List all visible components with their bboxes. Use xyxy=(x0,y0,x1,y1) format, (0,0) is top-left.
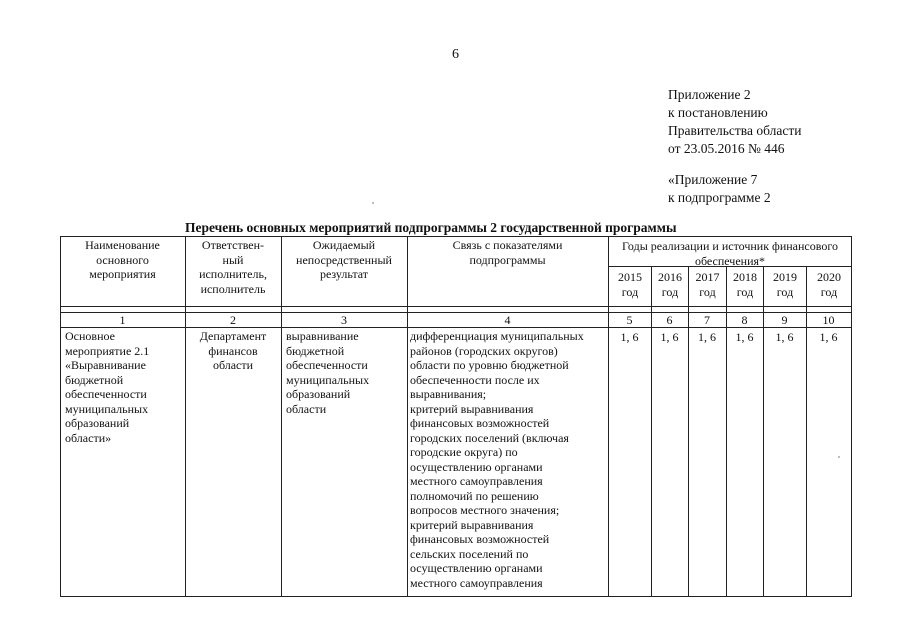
year-unit: год xyxy=(820,284,838,299)
year-unit: год xyxy=(736,284,754,299)
indicator-line: районов (городских округов) xyxy=(410,343,558,358)
year-header xyxy=(764,270,806,299)
year-unit: год xyxy=(621,284,639,299)
header-text: Ответствен- xyxy=(201,238,265,252)
indicator-line: городские округа) по xyxy=(410,445,518,459)
column-number: 9 xyxy=(781,313,788,327)
year-label: 2019 xyxy=(773,270,797,284)
executor-line: Департамент xyxy=(199,329,267,343)
indicator-line: сельских поселений по xyxy=(410,546,529,561)
executor-line: области xyxy=(212,358,254,372)
appendix-sub-line: к подпрограмме 2 xyxy=(668,190,771,205)
year-header xyxy=(652,270,688,299)
table-border-bottom xyxy=(60,596,852,597)
table-title: Перечень основных мероприятий подпрограммы 2 государственной программы xyxy=(185,220,677,235)
col-line xyxy=(185,236,186,597)
indicator-line: критерий выравнивания xyxy=(410,517,534,532)
year-label: 2016 xyxy=(658,270,682,284)
indicator-line: местного самоуправления xyxy=(410,575,543,590)
column-number: 10 xyxy=(822,313,835,327)
year-header xyxy=(807,270,851,299)
year-label: 2017 xyxy=(695,270,720,284)
column-number: 7 xyxy=(704,313,710,327)
result-line: муниципальных xyxy=(286,372,370,387)
indicator-line: обеспеченности после их xyxy=(410,372,540,387)
measure-executor xyxy=(187,329,279,373)
measure-name xyxy=(65,329,183,445)
col-line xyxy=(407,236,408,597)
measure-indicators xyxy=(410,329,608,590)
indicator-line: полномочий по решению xyxy=(410,488,539,503)
header-text: мероприятия xyxy=(89,267,156,281)
header-text: основного xyxy=(96,252,149,267)
indicator-line: вопросов местного значения; xyxy=(410,503,560,517)
measure-name-line: образований xyxy=(65,416,130,430)
year-value: 1, 6 xyxy=(660,330,679,344)
column-number: 8 xyxy=(741,313,748,327)
measures-table xyxy=(60,236,852,597)
measure-name-line: муниципальных xyxy=(65,401,149,416)
measure-name-line: «Выравнивание xyxy=(65,358,146,372)
column-number: 4 xyxy=(504,313,511,327)
header-text: Ожидаемый xyxy=(312,238,376,252)
indicator-line: критерий выравнивания xyxy=(410,401,534,416)
year-label: 2018 xyxy=(733,270,757,284)
indicator-line: осуществлению органами xyxy=(410,561,543,575)
column-number: 5 xyxy=(626,313,633,327)
header-text: Связь с показателями xyxy=(452,238,563,252)
result-line: выравнивание xyxy=(286,329,359,343)
indicator-line: дифференциация муниципальных xyxy=(410,329,584,343)
measure-result xyxy=(286,329,405,416)
indicator-line: городских поселений (включая xyxy=(410,430,569,445)
indicator-line: области по уровню бюджетной xyxy=(410,358,569,372)
measure-name-line: обеспеченности xyxy=(65,387,147,401)
column-number: 3 xyxy=(341,313,347,327)
executor-line: финансов xyxy=(208,343,258,358)
year-header xyxy=(609,270,651,299)
column-number: 2 xyxy=(230,313,236,327)
indicator-line: финансовых возможностей xyxy=(410,532,550,546)
result-line: образований xyxy=(286,387,351,401)
scan-speck xyxy=(372,202,374,204)
appendix-line: от 23.05.2016 № 446 xyxy=(668,141,785,156)
header-text: подпрограммы xyxy=(469,252,546,267)
header-indicators xyxy=(409,238,606,267)
header-executor xyxy=(187,238,279,296)
measure-name-line: Основное xyxy=(65,329,115,343)
year-value: 1, 6 xyxy=(698,330,716,344)
header-bottom-line xyxy=(60,306,852,307)
year-header xyxy=(727,270,763,299)
year-label: 2015 xyxy=(618,270,642,284)
appendix-line: к постановлению xyxy=(668,105,768,120)
header-text: Наименование xyxy=(85,238,160,252)
col-line xyxy=(851,236,852,597)
scan-speck xyxy=(838,456,840,458)
year-header xyxy=(689,270,726,299)
year-unit: год xyxy=(661,284,679,299)
appendix-header xyxy=(668,86,801,158)
appendix-sub-line: «Приложение 7 xyxy=(668,172,758,187)
page-number: 6 xyxy=(452,47,459,62)
header-text: ный xyxy=(222,252,244,267)
header-text: исполнитель xyxy=(200,281,266,296)
year-unit: год xyxy=(699,284,716,299)
indicator-line: местного самоуправления xyxy=(410,474,543,488)
header-years-group xyxy=(610,239,850,268)
result-line: бюджетной xyxy=(286,343,345,358)
appendix-line: Приложение 2 xyxy=(668,87,751,102)
column-number: 1 xyxy=(119,313,126,327)
measure-name-line: бюджетной xyxy=(65,372,124,387)
year-value: 1, 6 xyxy=(735,330,754,344)
header-text: непосредственный xyxy=(296,252,392,267)
appendix-line: Правительства области xyxy=(668,123,802,138)
table-border-top xyxy=(60,236,852,237)
appendix-subheader xyxy=(668,171,771,207)
header-text: исполнитель, xyxy=(199,267,267,281)
header-text: обеспечения* xyxy=(694,253,766,268)
year-value: 1, 6 xyxy=(775,330,794,344)
header-result xyxy=(283,238,405,282)
year-label: 2020 xyxy=(817,270,841,284)
indicator-line: выравнивания; xyxy=(410,387,487,401)
indicator-line: финансовых возможностей xyxy=(410,416,550,430)
col-line xyxy=(281,236,282,597)
measure-name-line: области» xyxy=(65,430,112,445)
year-value: 1, 6 xyxy=(620,330,639,344)
year-value: 1, 6 xyxy=(819,330,838,344)
header-name xyxy=(62,238,183,282)
result-line: области xyxy=(286,401,327,416)
indicator-line: осуществлению органами xyxy=(410,459,543,474)
result-line: обеспеченности xyxy=(286,358,368,372)
year-unit: год xyxy=(776,284,794,299)
column-number: 6 xyxy=(666,313,673,327)
measure-name-line: мероприятие 2.1 xyxy=(65,343,150,358)
col-line xyxy=(60,236,61,597)
header-text: Годы реализации и источник финансового xyxy=(622,239,838,253)
header-text: результат xyxy=(319,267,369,281)
